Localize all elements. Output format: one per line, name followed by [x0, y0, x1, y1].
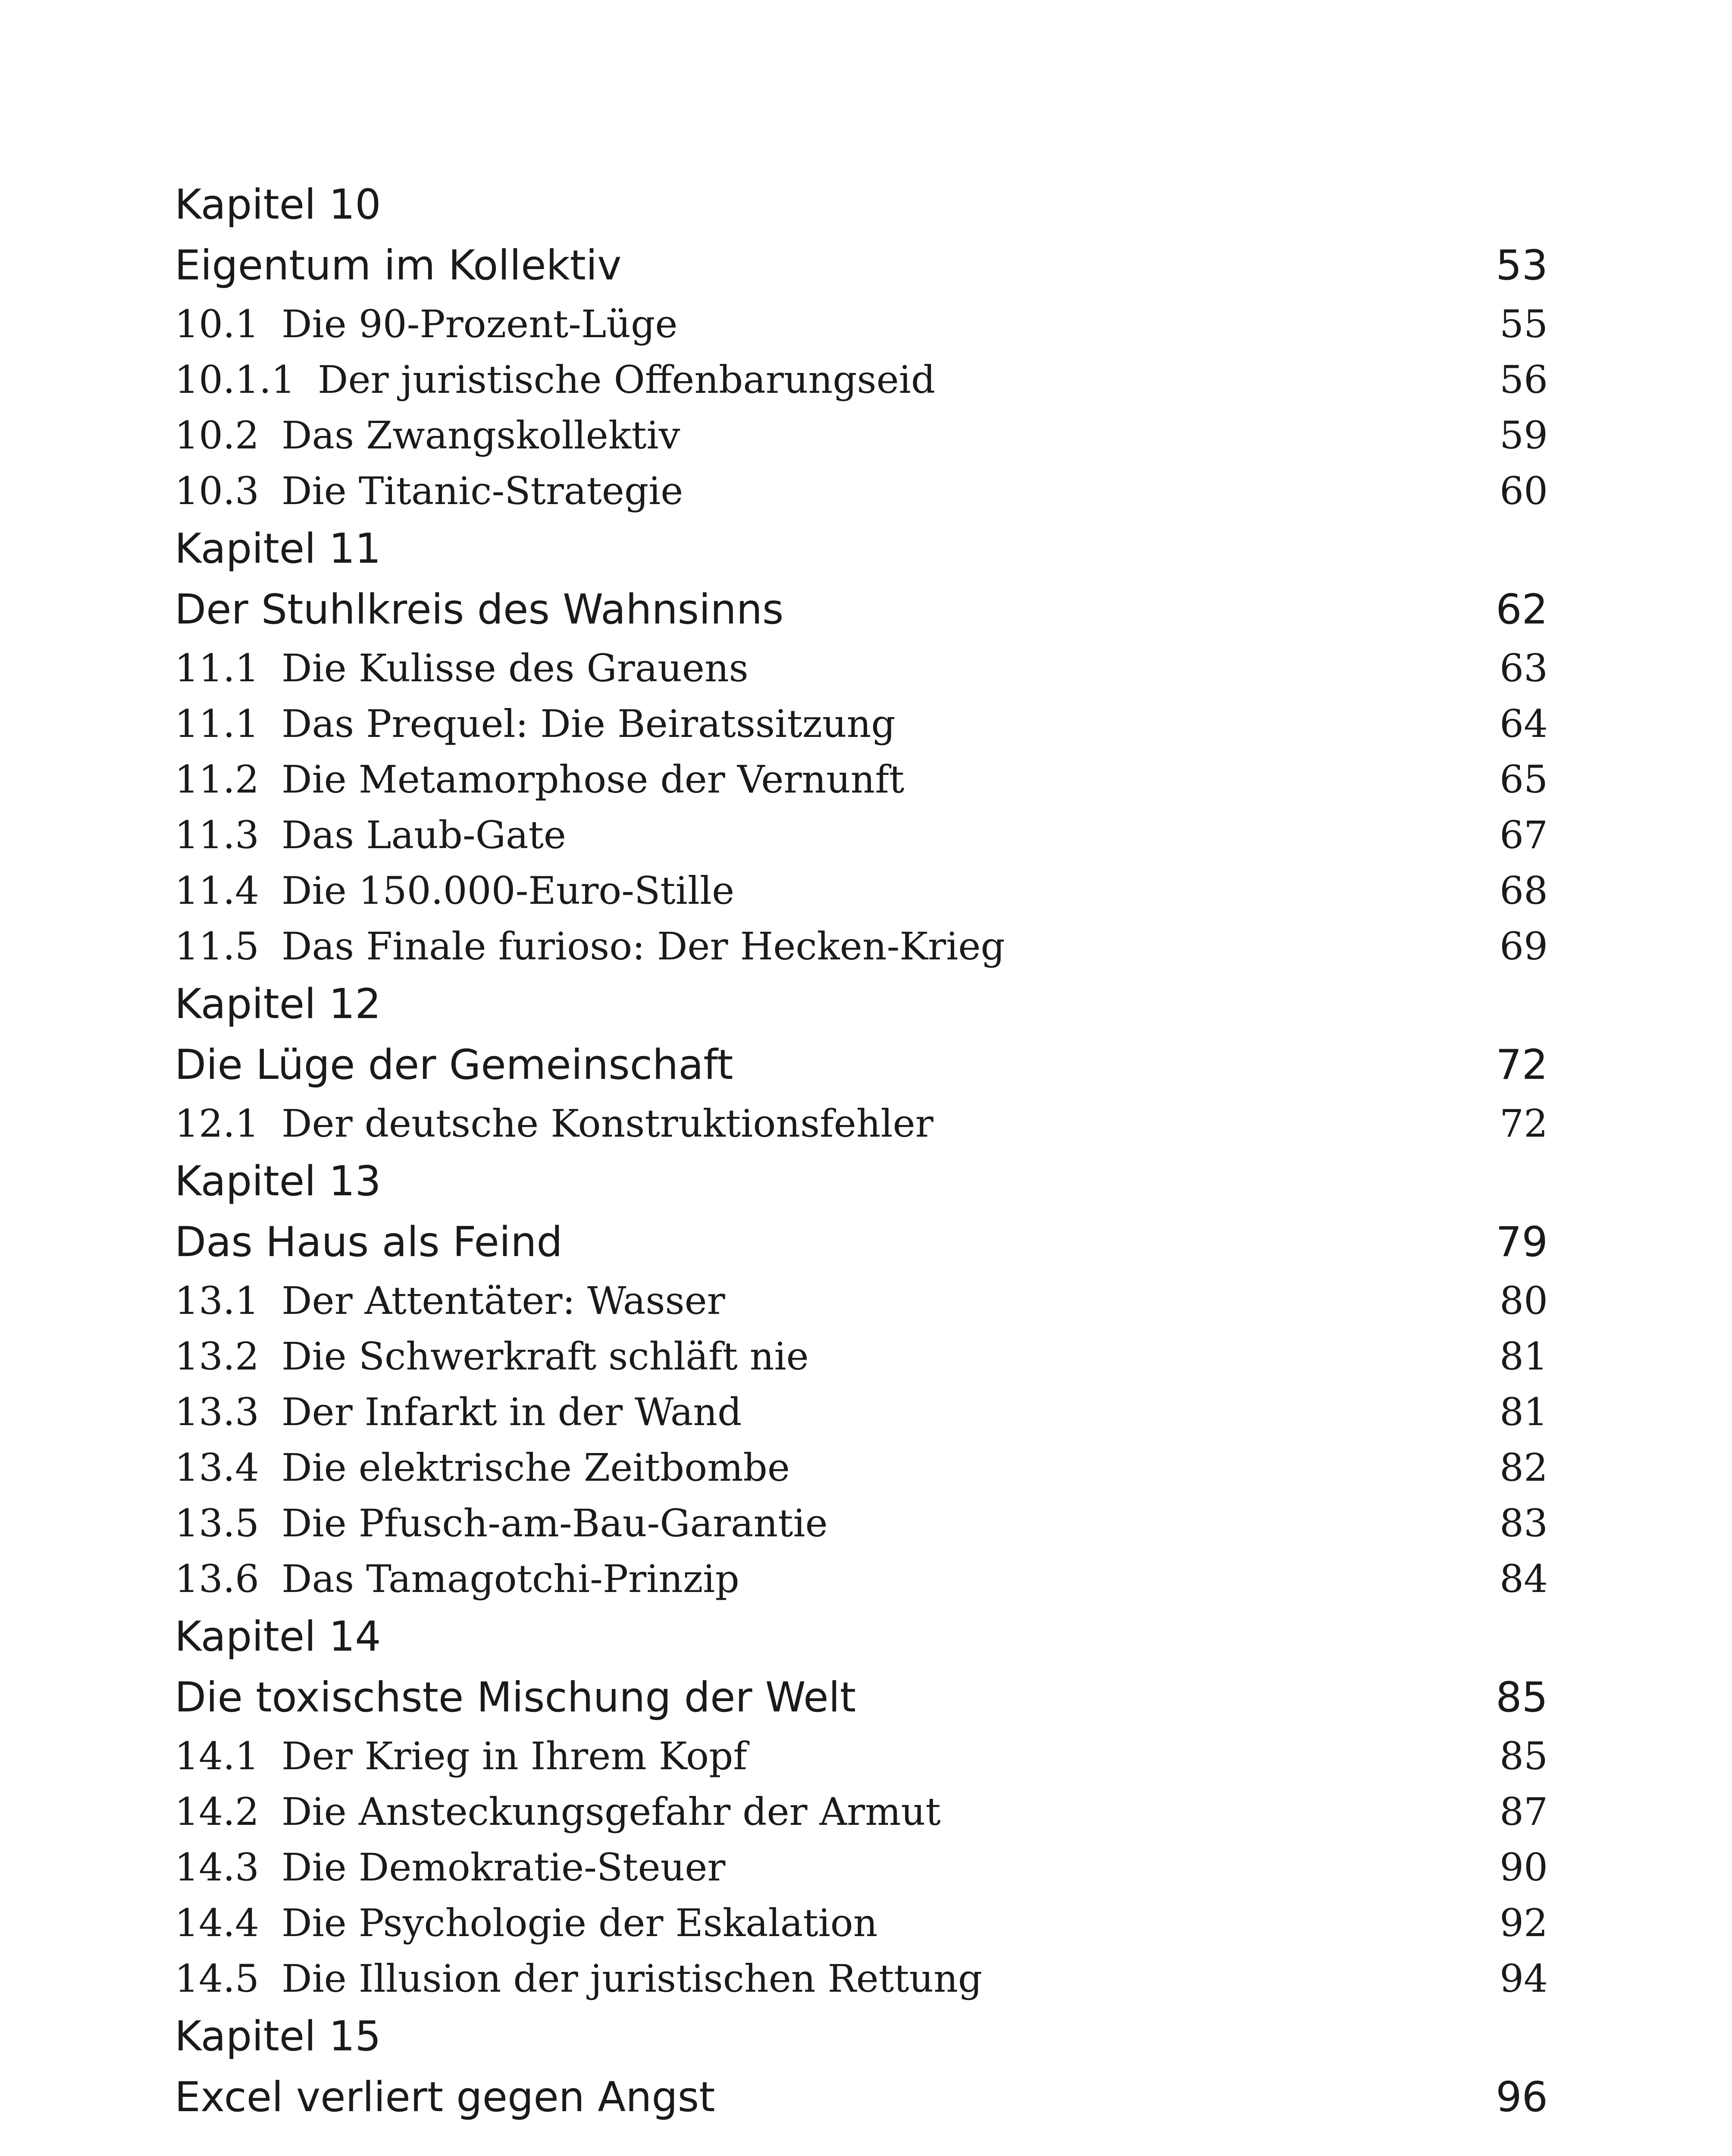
- section-title: Das Zwangskollektiv: [281, 413, 680, 458]
- section-entry: [175, 1273, 1550, 1329]
- section-number: 11.1: [175, 702, 259, 746]
- section-entry: [175, 1384, 1550, 1440]
- section-entry: [175, 352, 1550, 407]
- section-number: 11.5: [175, 924, 259, 968]
- section-entry: [175, 463, 1550, 519]
- chapter-label: [175, 1151, 1550, 1212]
- page-reference: 64: [1500, 702, 1548, 746]
- chapter-label-text: Kapitel 14: [175, 1613, 381, 1661]
- section-title: Die 150.000-Euro-Stille: [281, 868, 735, 913]
- section-title: Die Demokratie-Steuer: [281, 1845, 726, 1890]
- section-entry: [175, 640, 1550, 696]
- chapter-title: Excel verliert gegen Angst: [175, 2074, 715, 2121]
- section-entry: [175, 807, 1550, 863]
- page-reference: 82: [1500, 1445, 1548, 1490]
- page-reference: 56: [1500, 357, 1548, 402]
- section-number: 13.2: [175, 1334, 259, 1379]
- section-number: 14.4: [175, 1901, 259, 1945]
- section-entry: [175, 1895, 1550, 1951]
- page-reference: 72: [1500, 1101, 1548, 1146]
- section-entry: [175, 1784, 1550, 1839]
- section-number: 14.2: [175, 1789, 259, 1834]
- section-entry: [175, 1440, 1550, 1495]
- chapter-label-text: Kapitel 15: [175, 2013, 381, 2060]
- section-title: Der Attentäter: Wasser: [281, 1279, 725, 1323]
- section-entry: [175, 1096, 1550, 1151]
- section-title: Die Ansteckungsgefahr der Armut: [281, 1789, 941, 1834]
- section-number: 12.1: [175, 1101, 259, 1146]
- section-entry: [175, 1951, 1550, 2006]
- section-entry: [175, 407, 1550, 463]
- section-title: Der deutsche Konstruktionsfehler: [281, 1101, 933, 1146]
- chapter-title: Die Lüge der Gemeinschaft: [175, 1041, 733, 1089]
- page-reference: 65: [1500, 757, 1548, 802]
- section-number: 11.2: [175, 757, 259, 802]
- section-number: 14.5: [175, 1956, 259, 2001]
- section-entry: [175, 918, 1550, 974]
- section-number: 11.3: [175, 813, 259, 857]
- section-entry: [175, 696, 1550, 752]
- section-title: Die 90-Prozent-Lüge: [281, 302, 678, 346]
- page-reference: 96: [1496, 2074, 1548, 2121]
- section-number: 14.1: [175, 1734, 259, 1778]
- page-reference: 68: [1500, 868, 1548, 913]
- section-entry: [175, 1329, 1550, 1384]
- chapter-label: [175, 1607, 1550, 1667]
- section-number: 11.1: [175, 646, 259, 690]
- chapter-title: Eigentum im Kollektiv: [175, 242, 622, 289]
- page-reference: 81: [1500, 1390, 1548, 1434]
- table-of-contents: [175, 175, 1550, 2128]
- section-title: Die Titanic-Strategie: [281, 469, 683, 513]
- section-title: Die Schwerkraft schläft nie: [281, 1334, 809, 1379]
- page-reference: 72: [1496, 1041, 1548, 1089]
- section-number: 13.3: [175, 1390, 259, 1434]
- page-reference: 80: [1500, 1279, 1548, 1323]
- section-entry: [175, 1728, 1550, 1784]
- section-entry: [175, 863, 1550, 918]
- section-number: 13.1: [175, 1279, 259, 1323]
- page-reference: 81: [1500, 1334, 1548, 1379]
- page-reference: 62: [1496, 586, 1548, 633]
- section-number: 10.3: [175, 469, 259, 513]
- section-title: Die Kulisse des Grauens: [281, 646, 749, 690]
- page-reference: 90: [1500, 1845, 1548, 1890]
- chapter-title-entry: [175, 1034, 1550, 1096]
- section-number: 10.1: [175, 302, 259, 346]
- section-number: 13.4: [175, 1445, 259, 1490]
- page-reference: 69: [1500, 924, 1548, 968]
- section-number: 11.4: [175, 868, 259, 913]
- page-reference: 79: [1496, 1219, 1548, 1266]
- section-entry: [175, 1839, 1550, 1895]
- chapter-title: Der Stuhlkreis des Wahnsinns: [175, 586, 784, 633]
- section-title: Das Prequel: Die Beiratssitzung: [281, 702, 896, 746]
- page-reference: 60: [1500, 469, 1548, 513]
- section-entry: [175, 1495, 1550, 1551]
- section-number: 10.2: [175, 413, 259, 458]
- section-title: Der juristische Offenbarungseid: [317, 357, 936, 402]
- page-reference: 84: [1500, 1557, 1548, 1601]
- page-reference: 67: [1500, 813, 1548, 857]
- chapter-title-entry: [175, 2067, 1550, 2128]
- section-title: Der Infarkt in der Wand: [281, 1390, 742, 1434]
- section-title: Die elektrische Zeitbombe: [281, 1445, 790, 1490]
- section-number: 14.3: [175, 1845, 259, 1890]
- page-reference: 63: [1500, 646, 1548, 690]
- section-title: Die Pfusch-am-Bau-Garantie: [281, 1501, 828, 1545]
- section-title: Der Krieg in Ihrem Kopf: [281, 1734, 747, 1778]
- section-title: Das Laub-Gate: [281, 813, 566, 857]
- page-reference: 85: [1500, 1734, 1548, 1778]
- section-number: 13.6: [175, 1557, 259, 1601]
- section-entry: [175, 752, 1550, 807]
- chapter-label-text: Kapitel 13: [175, 1158, 381, 1205]
- chapter-label-text: Kapitel 10: [175, 181, 381, 229]
- chapter-label: [175, 519, 1550, 579]
- chapter-title: Die toxischste Mischung der Welt: [175, 1674, 856, 1721]
- section-entry: [175, 296, 1550, 352]
- section-entry: [175, 1551, 1550, 1607]
- page-reference: 83: [1500, 1501, 1548, 1545]
- chapter-label-text: Kapitel 11: [175, 525, 381, 573]
- page-reference: 87: [1500, 1789, 1548, 1834]
- section-title: Die Psychologie der Eskalation: [281, 1901, 878, 1945]
- page-reference: 59: [1500, 413, 1548, 458]
- chapter-label: [175, 2006, 1550, 2067]
- section-title: Das Finale furioso: Der Hecken-Krieg: [281, 924, 1005, 968]
- section-number: 13.5: [175, 1501, 259, 1545]
- section-number: 10.1.1: [175, 357, 295, 402]
- page-reference: 94: [1500, 1956, 1548, 2001]
- chapter-label: [175, 175, 1550, 235]
- page-reference: 53: [1496, 242, 1548, 289]
- chapter-label: [175, 974, 1550, 1034]
- chapter-title-entry: [175, 1667, 1550, 1728]
- section-title: Die Metamorphose der Vernunft: [281, 757, 905, 802]
- section-title: Das Tamagotchi-Prinzip: [281, 1557, 739, 1601]
- page-reference: 55: [1500, 302, 1548, 346]
- chapter-title-entry: [175, 235, 1550, 296]
- chapter-title: Das Haus als Feind: [175, 1219, 563, 1266]
- page-reference: 85: [1496, 1674, 1548, 1721]
- page-reference: 92: [1500, 1901, 1548, 1945]
- chapter-title-entry: [175, 1212, 1550, 1273]
- chapter-title-entry: [175, 579, 1550, 640]
- section-title: Die Illusion der juristischen Rettung: [281, 1956, 983, 2001]
- chapter-label-text: Kapitel 12: [175, 981, 381, 1028]
